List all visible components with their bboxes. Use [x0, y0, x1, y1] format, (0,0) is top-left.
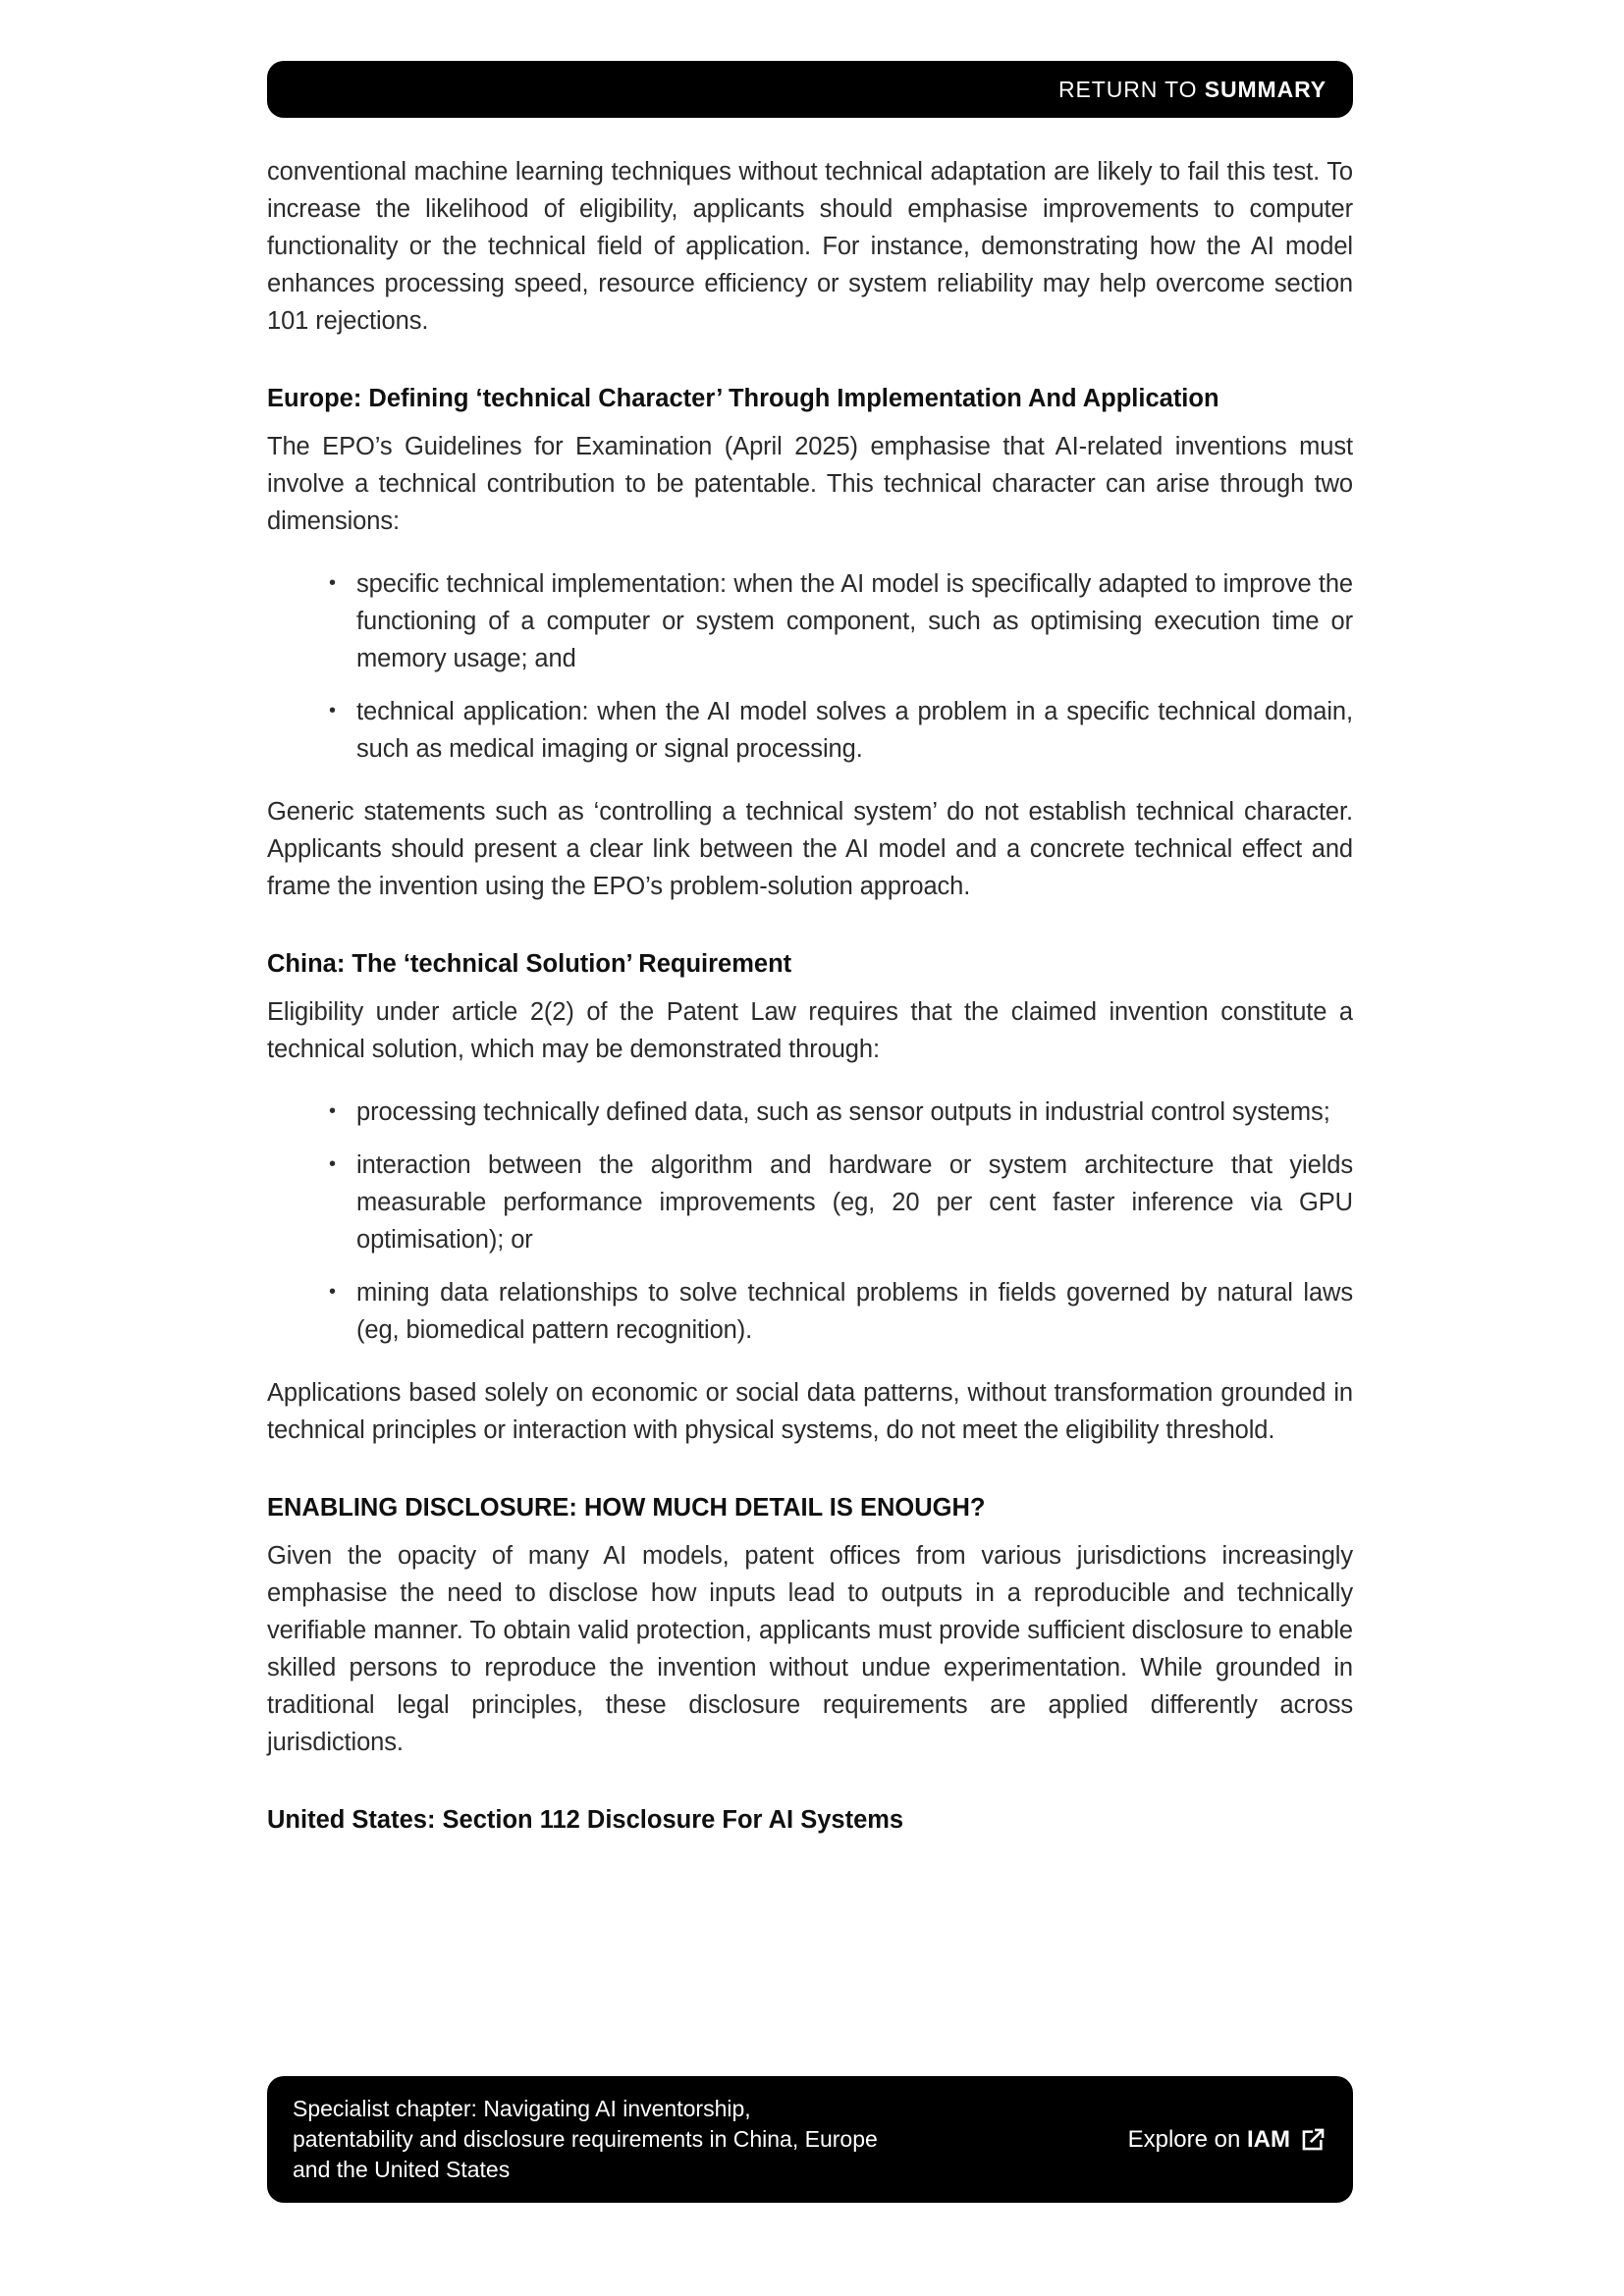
- bullet-list-china: [267, 1094, 1353, 1349]
- chapter-title-line: and the United States: [293, 2157, 511, 2182]
- chapter-title-line: patentability and disclosure requirements in China, Europe: [293, 2126, 878, 2152]
- bullet-item-technical-application: • technical application: when the AI model solves a problem in a specific technical domain, such as medical imaging or signal processing.: [267, 693, 1353, 768]
- paragraph-opacity-disclosure: Given the opacity of many AI models, patent offices from various jurisdictions increasingly emphasise the need to disclose how inputs lead to outputs in a reproducible and technically verifiable manner. To obtain valid protection, applicants must provide sufficient disclosure to enable skilled persons to reproduce the invention without undue experimentation. While grounded in traditional legal principles, these disclosure requirements are applied differently across jurisdictions.: [267, 1542, 1353, 1756]
- return-to-summary-label: [1058, 77, 1326, 103]
- chapter-title-line: Specialist chapter: Navigating AI inventorship,: [293, 2096, 751, 2121]
- paragraph-eligibility-article-2-2: Eligibility under article 2(2) of the Patent Law requires that the claimed invention constitute a technical solution, which may be demonstrated through:: [267, 998, 1353, 1063]
- bullet-item-specific-implementation: • specific technical implementation: when the AI model is specifically adapted to improve the functioning of a computer or system component, such as optimising execution time or memory usage; and: [267, 565, 1353, 677]
- paragraph-epo-guidelines: The EPO’s Guidelines for Examination (April 2025) emphasise that AI-related inventions must involve a technical contribution to be patentable. This technical character can arise through two dimensions:: [267, 433, 1353, 535]
- bullet-list-europe: [267, 565, 1353, 768]
- explore-on-iam-link[interactable]: [1128, 2126, 1326, 2154]
- bullet-item-processing-data: • processing technically defined data, such as sensor outputs in industrial control systems;: [267, 1094, 1353, 1131]
- heading-us-section-112: United States: Section 112 Disclosure For AI Systems: [267, 1806, 904, 1834]
- paragraph-applications-threshold: Applications based solely on economic or social data patterns, without transformation grounded in technical principles or interaction with physical systems, do not meet the eligibility threshold.: [267, 1379, 1353, 1444]
- summary-text: SUMMARY: [1204, 76, 1326, 102]
- explore-on-text: Explore on: [1127, 2125, 1247, 2153]
- paragraph-generic-statements: Generic statements such as ‘controlling a technical system’ do not establish technical character. Applicants should present a clear link between the AI model and a concrete technical effect and frame the invention using the EPO’s problem-solution approach.: [267, 798, 1353, 900]
- footer-bar: [267, 2076, 1353, 2203]
- heading-china-technical-solution: China: The ‘technical Solution’ Requirement: [267, 950, 792, 978]
- bullet-item-mining-data-relationships: • mining data relationships to solve technical problems in fields governed by natural laws (eg, biomedical pattern recognition).: [267, 1274, 1353, 1349]
- iam-brand-text: IAM: [1247, 2125, 1290, 2153]
- paragraph-section-101: conventional machine learning techniques without technical adaptation are likely to fail this test. To increase the likelihood of eligibility, applicants should emphasise improvements to computer functionality or the technical field of application. For instance, demonstrating how the AI model enhances processing speed, resource efficiency or system reliability may help overcome section 101 rejections.: [267, 158, 1353, 335]
- article-body: [267, 153, 1353, 1849]
- heading-europe-technical-character: Europe: Defining ‘technical Character’ Through Implementation And Application: [267, 385, 1219, 412]
- return-to-text: RETURN TO: [1058, 76, 1205, 102]
- external-link-icon: [1300, 2126, 1326, 2153]
- return-to-summary-button[interactable]: [267, 61, 1353, 118]
- heading-enabling-disclosure: ENABLING DISCLOSURE: HOW MUCH DETAIL IS ENOUGH?: [267, 1494, 986, 1522]
- chapter-title: [293, 2094, 878, 2185]
- bullet-item-algorithm-hardware-interaction: • interaction between the algorithm and hardware or system architecture that yields measurable performance improvements (eg, 20 per cent faster inference via GPU optimisation); or: [267, 1147, 1353, 1258]
